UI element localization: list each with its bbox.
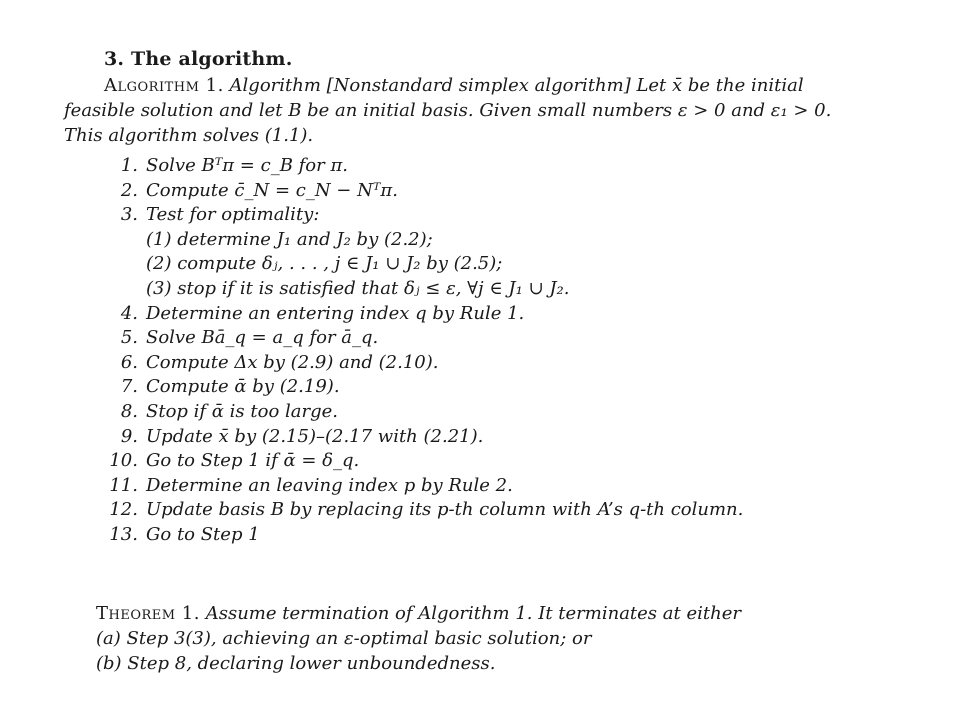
step-text: Solve Bā_q = a_q for ā_q.: [146, 327, 379, 349]
step-text: Determine an entering index q by Rule 1.: [146, 302, 525, 324]
theorem-line-1: [96, 601, 896, 626]
step-number: 5.: [120, 327, 138, 349]
step-number: 10.: [109, 450, 138, 472]
step-text: Go to Step 1: [146, 523, 260, 545]
step-number: 7.: [120, 376, 138, 398]
algorithm-step: [100, 154, 920, 179]
algorithm-label: Algorithm 1.: [104, 75, 224, 96]
algorithm-step: [100, 326, 920, 351]
step-number: 6.: [120, 351, 138, 373]
step-text: Test for optimality:: [146, 204, 320, 226]
algorithm-substep: [100, 277, 920, 302]
step-number: 11.: [109, 474, 138, 496]
algorithm-step: [100, 523, 920, 548]
step-number: 13.: [109, 523, 138, 545]
algorithm-step: [100, 179, 920, 204]
step-number: 8.: [120, 400, 138, 422]
algorithm-step: [100, 302, 920, 327]
algorithm-step: [100, 203, 920, 228]
step-text: Determine an leaving index p by Rule 2.: [146, 474, 513, 496]
theorem-line-3: (b) Step 8, declaring lower unboundedness.: [96, 653, 496, 674]
step-number: 12.: [109, 499, 138, 521]
algorithm-step: [100, 351, 920, 376]
step-text: Compute c̄_N = c_N − Nᵀπ.: [146, 179, 398, 201]
step-number: 9.: [120, 425, 138, 447]
algorithm-line-1-text: Algorithm [Nonstandard simplex algorithm] Let x̄ be the initial: [229, 75, 804, 96]
step-number: 2.: [120, 179, 138, 201]
step-text: Update x̄ by (2.15)–(2.17 with (2.21).: [146, 425, 484, 447]
algorithm-step: [100, 498, 920, 523]
step-number: 1.: [120, 155, 138, 176]
algorithm-statement-line-2: feasible solution and let B be an initial basis. Given small numbers ε > 0 and ε₁ > 0.: [64, 100, 832, 121]
step-text: Stop if ᾱ is too large.: [146, 400, 338, 422]
section-title: 3. The algorithm.: [104, 48, 293, 70]
step-text: Update basis B by replacing its p-th column with A’s q-th column.: [146, 499, 744, 521]
algorithm-steps-list: [100, 154, 920, 548]
step-text: Compute ᾱ by (2.19).: [146, 376, 340, 398]
step-text: Compute Δx by (2.9) and (2.10).: [146, 351, 439, 373]
step-text: Solve Bᵀπ = c_B for π.: [146, 155, 349, 176]
theorem-label: Theorem 1.: [96, 603, 200, 624]
step-number: 3.: [120, 204, 138, 226]
theorem-line-2: (a) Step 3(3), achieving an ε-optimal basic solution; or: [96, 628, 592, 649]
substep-text: (3) stop if it is satisfied that δⱼ ≤ ε, ∀j ∈ J₁ ∪ J₂.: [146, 277, 570, 299]
substep-text: (2) compute δⱼ, . . . , j ∈ J₁ ∪ J₂ by (2.5);: [146, 253, 503, 275]
step-number: 4.: [120, 302, 138, 324]
theorem-line-1-text: Assume termination of Algorithm 1. It terminates at either: [205, 603, 741, 624]
algorithm-step: [100, 375, 920, 400]
theorem-block: [96, 601, 896, 676]
algorithm-step: [100, 449, 920, 474]
algorithm-step: [100, 400, 920, 425]
substep-text: (1) determine J₁ and J₂ by (2.2);: [146, 228, 433, 250]
algorithm-step: [100, 425, 920, 450]
step-text: Go to Step 1 if ᾱ = δ_q.: [146, 450, 360, 472]
algorithm-substep: [100, 228, 920, 253]
algorithm-statement-line-3: This algorithm solves (1.1).: [64, 125, 314, 146]
algorithm-statement-line-1: [104, 74, 804, 98]
algorithm-substep: [100, 252, 920, 277]
algorithm-step: [100, 474, 920, 499]
